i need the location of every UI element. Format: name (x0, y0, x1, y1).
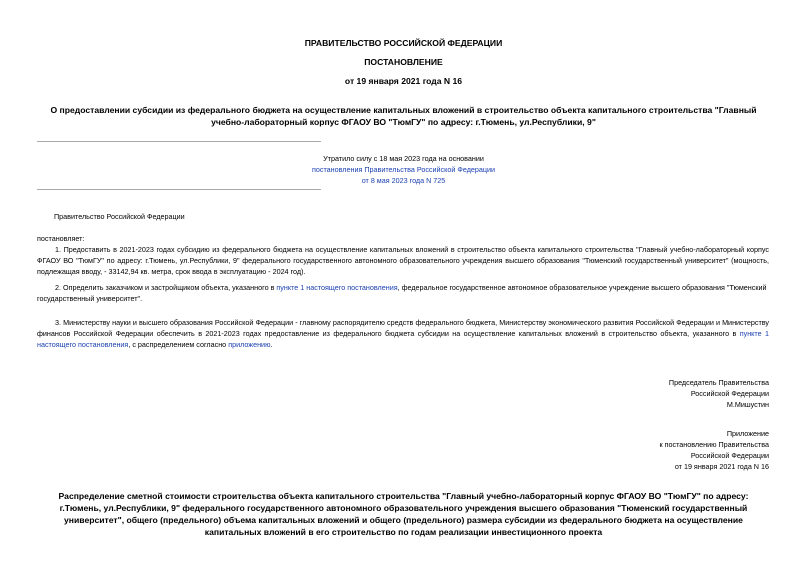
link-point-1[interactable]: пункте 1 настоящего постановления (276, 283, 398, 292)
paragraph-2-text-b: , федеральное государственное автономное образовательное учреждение высшего образования "Тюменский государственный университет". (37, 283, 767, 303)
paragraph-3-text-c: . (270, 340, 273, 349)
document-title: О предоставлении субсидии из федерального бюджета на осуществление капитальных вложений в строительство объекта капитального строительства "Главный учебно-лабораторный корпус ФГАОУ ВО "ТюмГУ" по адресу: г.Тюмень, ул.Республики, 9" (50, 105, 757, 127)
notice-link-date[interactable]: от 8 мая 2023 года N 725 (361, 176, 446, 185)
paragraph-3 (37, 317, 769, 350)
notice-block (0, 153, 807, 186)
appendix-label: Приложение (726, 429, 769, 438)
appendix-title: Распределение сметной стоимости строительства объекта капитального строительства "Главный учебно-лабораторный корпус ФГАОУ ВО "ТюмГУ" по адресу: г.Тюмень, ул.Республики, 9" федерального государственного автономного образовательного учреждения высшего образования "Тюменский государственный университет", общего (предельного) объема капитальных вложений и общего (предельного) размера субсидии из федерального бюджета на осуществление капитальных вложений в его строительство по годам реализации инвестиционного проекта (58, 491, 749, 537)
notice-text: Утратило силу с 18 мая 2023 года на основании (323, 154, 484, 163)
paragraph-1: 1. Предоставить в 2021-2023 годах субсидию из федерального бюджета на осуществление капитальных вложений в строительство объекта капитального строительства "Главный учебно-лабораторный корпус ФГАОУ ВО "ТюмГУ" по адресу: г.Тюмень, ул.Республики, 9" федерального государственного автономного образовательного учреждения высшего образования "Тюменский государственный университет" (мощность, подлежащая вводу, - 33142,94 кв. метра, срок ввода в эксплуатацию - 2024 год). (37, 245, 769, 276)
signature-block (560, 377, 769, 410)
decides: постановляет: (37, 234, 85, 243)
appendix-ref: к постановлению Правительства (659, 440, 769, 449)
appendix-date: от 19 января 2021 года N 16 (674, 462, 769, 471)
notice-link-resolution[interactable]: постановления Правительства Российской Федерации (311, 165, 496, 174)
header-date: от 19 января 2021 года N 16 (344, 76, 463, 86)
header-doc-type: ПОСТАНОВЛЕНИЕ (364, 57, 443, 67)
signature-org: Российской Федерации (690, 389, 769, 398)
header-gov: ПРАВИТЕЛЬСТВО РОССИЙСКОЙ ФЕДЕРАЦИИ (304, 38, 503, 48)
signature-position: Председатель Правительства (668, 378, 769, 387)
gov-name: Правительство Российской Федерации (54, 212, 185, 221)
paragraph-2-text-a: 2. Определить заказчиком и застройщиком объекта, указанного в (55, 283, 277, 292)
notice-rule-bottom (37, 189, 321, 190)
link-appendix[interactable]: приложению (228, 340, 271, 349)
paragraph-3-text-a: 3. Министерству науки и высшего образования Российской Федерации - главному распорядителю средств федерального бюджета, Министерству экономического развития Российской Федерации и Министерству финансов Российской Федерации обеспечить в 2021-2023 годах предоставление из федерального бюджета субсидии на осуществление капитальных вложений в строительство объекта, указанного в (37, 318, 769, 338)
appendix-caption (560, 428, 769, 472)
appendix-org: Российской Федерации (690, 451, 769, 460)
signature-name: М.Мишустин (726, 400, 769, 409)
paragraph-3-text-b: , с распределением согласно (128, 340, 229, 349)
paragraph-2 (37, 282, 769, 304)
notice-rule-top (37, 141, 321, 142)
link-point-1-second[interactable]: пункте 1 настоящего постановления (37, 329, 769, 349)
